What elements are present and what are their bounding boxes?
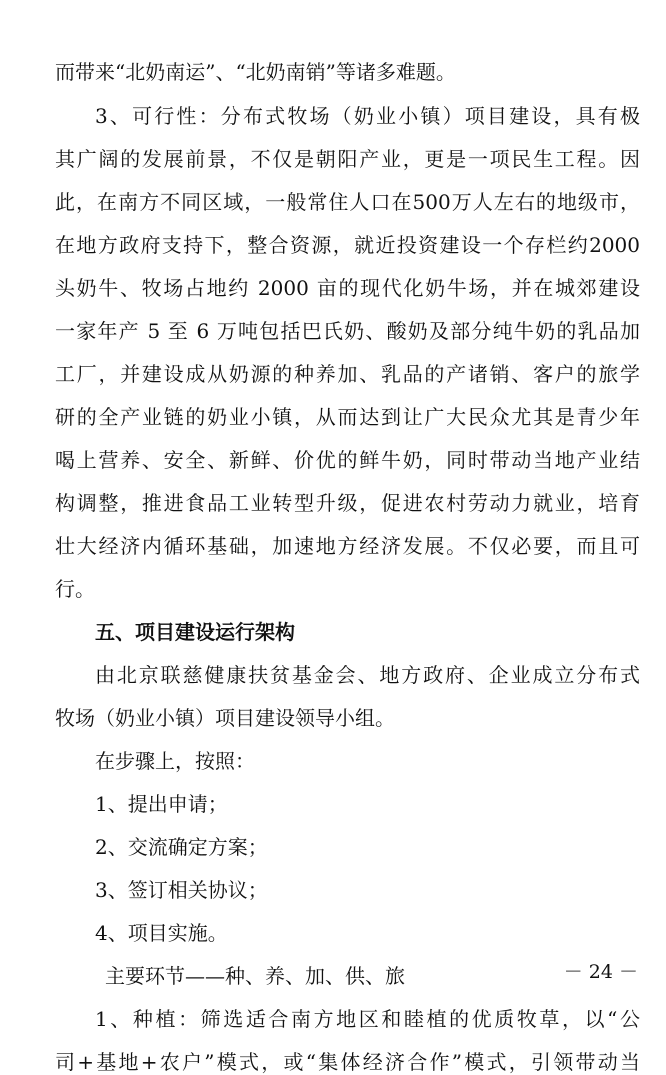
page-number: － 24 － bbox=[563, 961, 638, 983]
section-heading: 五、项目建设运行架构 bbox=[95, 620, 295, 644]
list-item: 2、交流确定方案； bbox=[95, 835, 268, 859]
text-line: 而带来“北奶南运”、“北奶南销”等诸多难题。 bbox=[55, 60, 456, 84]
text-line: 司+基地+农户”模式，或“集体经济合作”模式，引领带动当 bbox=[55, 1050, 640, 1074]
text-line: 由北京联慈健康扶贫基金会、地方政府、企业成立分布式 bbox=[95, 663, 640, 687]
subheading-line: 主要环节——种、养、加、供、旅 bbox=[105, 964, 405, 988]
text-line: 构调整，推进食品工业转型升级，促进农村劳动力就业，培育 bbox=[55, 491, 640, 515]
text-line: 此，在南方不同区域，一般常住人口在500万人左右的地级市， bbox=[55, 190, 640, 214]
list-item: 1、提出申请； bbox=[95, 792, 228, 816]
text-line: 研的全产业链的奶业小镇，从而达到让广大民众尤其是青少年 bbox=[55, 405, 640, 429]
list-item: 3、签订相关协议； bbox=[95, 878, 268, 902]
text-line: 牧场（奶业小镇）项目建设领导小组。 bbox=[55, 706, 395, 730]
text-line: 在步骤上，按照： bbox=[95, 749, 255, 773]
text-line: 头奶牛、牧场占地约 2000 亩的现代化奶牛场，并在城郊建设 bbox=[55, 276, 640, 300]
text-line: 喝上营养、安全、新鲜、价优的鲜牛奶，同时带动当地产业结 bbox=[55, 448, 640, 472]
text-line: 3、可行性：分布式牧场（奶业小镇）项目建设，具有极 bbox=[95, 104, 640, 128]
text-line: 一家年产 5 至 6 万吨包括巴氏奶、酸奶及部分纯牛奶的乳品加 bbox=[55, 319, 640, 343]
text-line: 工厂，并建设成从奶源的种养加、乳品的产诸销、客户的旅学 bbox=[55, 362, 640, 386]
text-line: 在地方政府支持下，整合资源，就近投资建设一个存栏约2000 bbox=[55, 233, 640, 257]
text-line: 行。 bbox=[55, 577, 95, 601]
text-line: 1、种植：筛选适合南方地区和睦植的优质牧草，以“公 bbox=[95, 1007, 640, 1031]
list-item: 4、项目实施。 bbox=[95, 921, 228, 945]
text-line: 其广阔的发展前景，不仅是朝阳产业，更是一项民生工程。因 bbox=[55, 147, 640, 171]
text-line: 壮大经济内循环基础，加速地方经济发展。不仅必要，而且可 bbox=[55, 534, 640, 558]
